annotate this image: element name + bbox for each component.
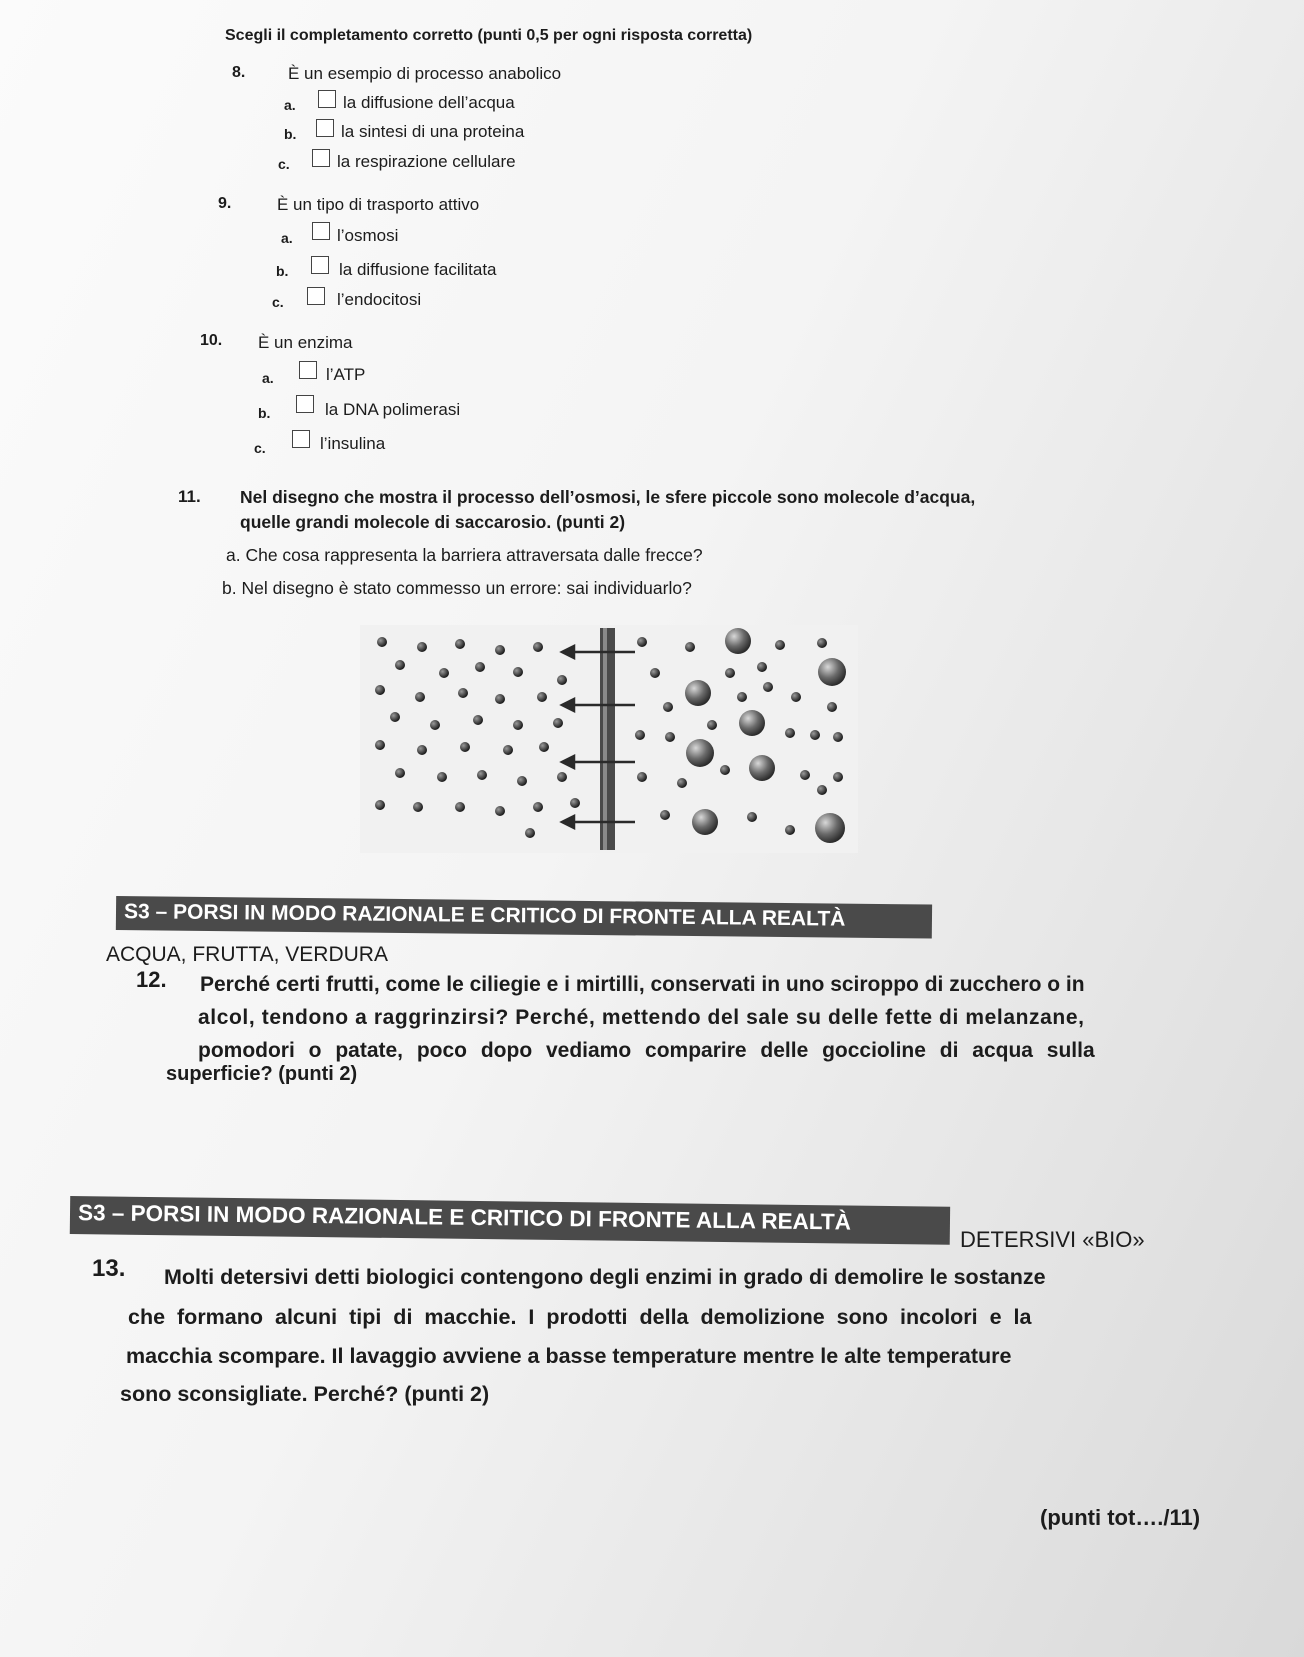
water-molecule [785,728,795,738]
question-12-line4: superficie? (punti 2) [166,1063,358,1085]
q10-option-c-text: l’insulina [320,434,386,453]
q8-option-c-text: la respirazione cellulare [337,152,516,171]
water-molecule [663,702,673,712]
membrane [600,628,615,850]
q8-option-a-checkbox[interactable] [318,90,336,108]
q9-option-a-text: l’osmosi [337,226,399,245]
water-molecule [415,692,425,702]
q8-option-c-checkbox[interactable] [312,149,330,167]
q8-option-b-checkbox[interactable] [316,119,334,137]
water-molecule [375,740,385,750]
water-molecule [460,742,470,752]
q10-option-b-letter: b. [258,405,271,421]
q9-option-b-text: la diffusione facilitata [339,260,497,279]
sucrose-molecule [725,628,751,654]
question-12-number: 12. [136,967,167,992]
question-8-text: È un esempio di processo anabolico [288,64,562,83]
question-11-sub-b: b. Nel disegno è stato commesso un errore: sai individuarlo? [222,578,692,598]
q10-option-c-checkbox[interactable] [292,430,310,448]
water-molecule [430,720,440,730]
q10-option-a-checkbox[interactable] [299,361,317,379]
water-molecule [395,768,405,778]
water-molecule [533,802,543,812]
water-molecule [725,668,735,678]
question-13-line3: macchia scompare. Il lavaggio avviene a basse temperature mentre le alte temperature [126,1344,1012,1368]
water-molecule [458,688,468,698]
water-molecule [833,732,843,742]
water-molecule [757,662,767,672]
q8-option-a-text: la diffusione dell’acqua [343,93,515,112]
water-molecule [800,770,810,780]
water-molecule [557,772,567,782]
sucrose-molecule [818,658,846,686]
q8-option-b-text: la sintesi di una proteina [341,122,525,141]
water-molecule [390,712,400,722]
water-molecule [503,745,513,755]
section-1-subtitle: ACQUA, FRUTTA, VERDURA [106,943,388,966]
water-molecule [473,715,483,725]
q9-option-a-letter: a. [281,230,293,246]
water-molecule [810,730,820,740]
question-11-line2: quelle grandi molecole di saccarosio. (punti 2) [240,512,626,532]
water-molecule [817,785,827,795]
sucrose-molecule [686,739,714,767]
q8-option-a-letter: a. [284,97,296,113]
water-molecule [775,640,785,650]
question-13-line4: sono sconsigliate. Perché? (punti 2) [120,1382,490,1406]
osmosis-diagram [360,625,858,853]
question-9-number: 9. [218,195,232,212]
water-molecule [539,742,549,752]
q8-option-c-letter: c. [278,156,290,172]
q9-option-b-letter: b. [276,263,289,279]
question-11-line1: Nel disegno che mostra il processo dell’osmosi, le sfere piccole sono molecole d’acqua, [240,487,976,507]
section-2-subtitle: DETERSIVI «BIO» [960,1227,1145,1252]
water-molecule [763,682,773,692]
water-molecule [785,825,795,835]
water-molecule [417,745,427,755]
question-9-text: È un tipo di trasporto attivo [277,195,480,214]
q10-option-b-checkbox[interactable] [296,395,314,413]
water-molecule [650,668,660,678]
water-molecule [439,668,449,678]
water-molecule [537,692,547,702]
question-12-line1: Perché certi frutti, come le ciliegie e i mirtilli, conservati in uno sciroppo di zucchero o in [200,973,1085,996]
question-13-line2: che formano alcuni tipi di macchie. I prodotti della demolizione sono incolori e la [128,1305,1032,1329]
water-molecule [513,667,523,677]
water-molecule [525,828,535,838]
question-13-line1: Molti detersivi detti biologici contengono degli enzimi in grado di demolire le sostanze [164,1265,1046,1289]
q9-option-c-letter: c. [272,294,284,310]
q10-option-b-text: la DNA polimerasi [325,400,461,419]
water-molecule [685,642,695,652]
water-molecule [495,806,505,816]
sucrose-molecule [692,809,718,835]
water-molecule [570,798,580,808]
sucrose-molecule [815,813,845,843]
q10-option-a-letter: a. [262,370,274,386]
page-title: Scegli il completamento corretto (punti 0,5 per ogni risposta corretta) [225,27,753,44]
water-molecule [375,685,385,695]
section-banner-1: S3 – PORSI IN MODO RAZIONALE E CRITICO DI FRONTE ALLA REALTÀ [116,896,932,939]
question-12-line3: pomodori o patate, poco dopo vediamo comparire delle goccioline di acqua sulla [198,1039,1095,1062]
water-molecule [533,642,543,652]
water-molecule [517,776,527,786]
water-molecule [477,770,487,780]
water-molecule [635,730,645,740]
water-molecule [747,812,757,822]
water-molecule [677,778,687,788]
water-molecule [475,662,485,672]
water-molecule [455,802,465,812]
q8-option-b-letter: b. [284,126,297,142]
q9-option-c-text: l’endocitosi [337,290,422,309]
total-score: (punti tot…./11) [1040,1505,1201,1530]
water-molecule [495,645,505,655]
water-molecule [707,720,717,730]
question-11-sub-a: a. Che cosa rappresenta la barriera attraversata dalle frecce? [226,545,703,565]
water-molecule [833,772,843,782]
q9-option-c-checkbox[interactable] [307,287,325,305]
water-molecule [413,802,423,812]
water-molecule [557,675,567,685]
sucrose-molecule [749,755,775,781]
question-12-line2: alcol, tendono a raggrinzirsi? Perché, mettendo del sale su delle fette di melanzane, [198,1006,1085,1029]
water-molecule [665,732,675,742]
water-molecule [637,772,647,782]
q9-option-b-checkbox[interactable] [311,256,329,274]
water-molecule [417,642,427,652]
water-molecule [737,692,747,702]
q10-option-a-text: l’ATP [326,365,366,384]
section-banner-2: S3 – PORSI IN MODO RAZIONALE E CRITICO DI FRONTE ALLA REALTÀ [70,1196,950,1245]
water-molecule [375,800,385,810]
water-molecule [395,660,405,670]
water-molecule [437,772,447,782]
water-molecule [637,637,647,647]
water-molecule [455,639,465,649]
water-molecule [513,720,523,730]
question-13-number: 13. [92,1255,126,1282]
water-molecule [553,718,563,728]
question-8-number: 8. [232,64,246,81]
q10-option-c-letter: c. [254,440,266,456]
q9-option-a-checkbox[interactable] [312,222,330,240]
water-molecule [817,638,827,648]
water-molecule [495,694,505,704]
membrane-highlight [603,628,607,850]
sucrose-molecule [739,710,765,736]
water-molecule [827,702,837,712]
water-molecule [791,692,801,702]
question-10-number: 10. [200,332,223,349]
water-molecule [660,810,670,820]
water-molecule [377,637,387,647]
question-11-number: 11. [178,487,201,506]
sucrose-molecule [685,680,711,706]
water-molecule [720,765,730,775]
question-10-text: È un enzima [258,333,353,352]
